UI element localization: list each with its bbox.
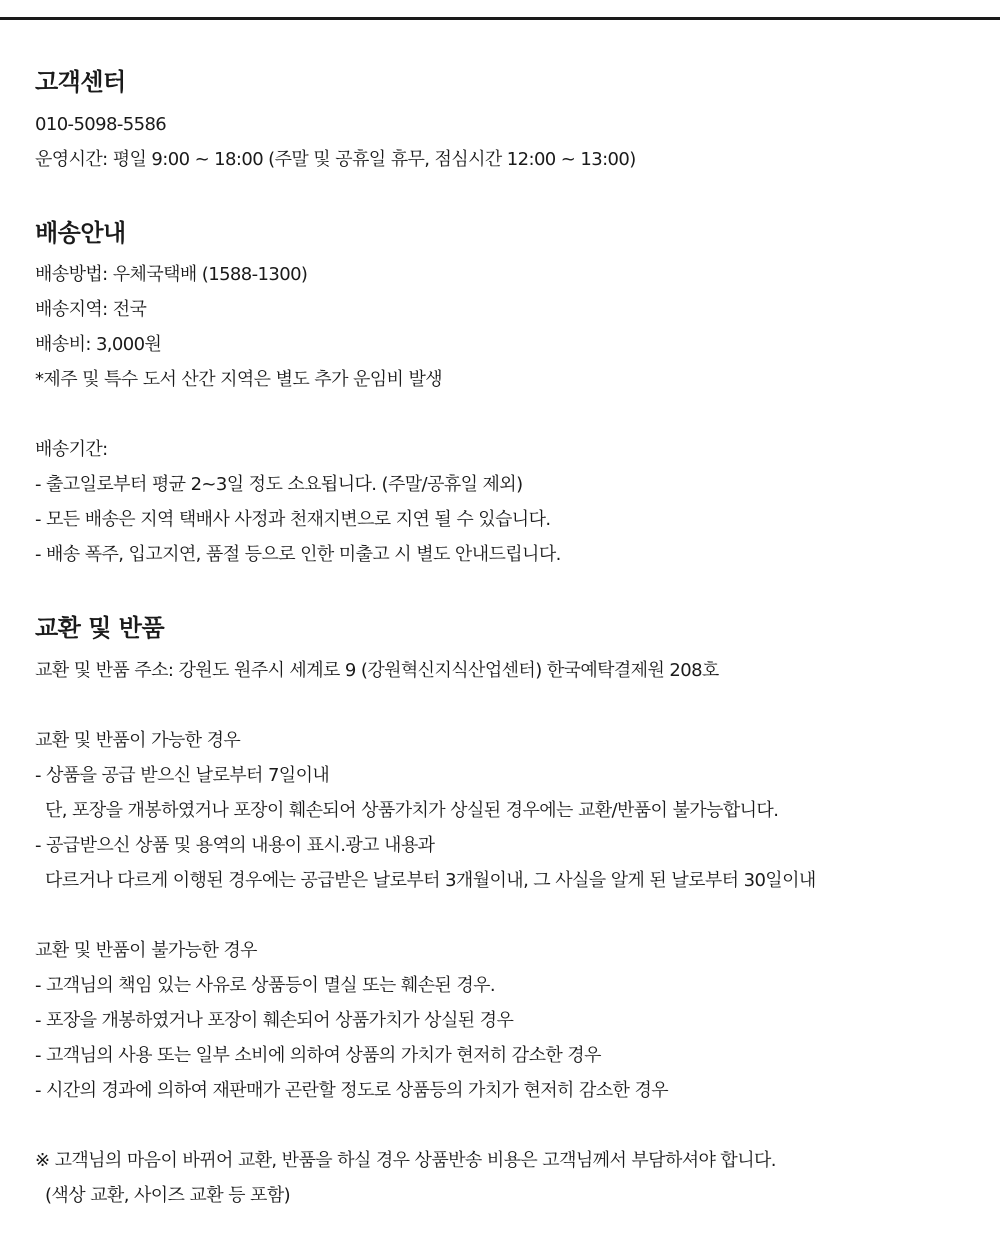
customer-center-hours: 운영시간: 평일 9:00 ~ 18:00 (주말 및 공휴일 휴무, 점심시간 12:00 ~ 13:00) <box>35 149 636 170</box>
exchange-impossible-line: - 고객님의 사용 또는 일부 소비에 의하여 상품의 가치가 현저히 감소한 경우 <box>35 1045 601 1066</box>
shipping-region: 배송지역: 전국 <box>35 299 147 320</box>
exchange-title: 교환 및 반품 <box>35 614 165 642</box>
shipping-period-line: - 모든 배송은 지역 택배사 사정과 천재지변으로 지연 될 수 있습니다. <box>35 509 551 530</box>
exchange-impossible-line: - 시간의 경과에 의하여 재판매가 곤란할 정도로 상품등의 가치가 현저히 감소한 경우 <box>35 1080 669 1101</box>
exchange-impossible-line: - 포장을 개봉하였거나 포장이 훼손되어 상품가치가 상실된 경우 <box>35 1010 514 1031</box>
exchange-possible-line: - 상품을 공급 받으신 날로부터 7일이내 <box>35 765 330 786</box>
return-cost-notice-detail: (색상 교환, 사이즈 교환 등 포함) <box>45 1185 291 1206</box>
exchange-possible-line: 다르거나 다르게 이행된 경우에는 공급받은 날로부터 3개월이내, 그 사실을 알게 된 날로부터 30일이내 <box>45 870 816 891</box>
exchange-impossible-heading: 교환 및 반품이 불가능한 경우 <box>35 940 257 961</box>
shipping-extra-note: *제주 및 특수 도서 산간 지역은 별도 추가 운임비 발생 <box>35 369 443 390</box>
customer-center-phone: 010-5098-5586 <box>35 114 167 135</box>
exchange-possible-line: - 공급받으신 상품 및 용역의 내용이 표시.광고 내용과 <box>35 835 435 856</box>
return-cost-notice: ※ 고객님의 마음이 바뀌어 교환, 반품을 하실 경우 상품반송 비용은 고객님께서 부담하셔야 합니다. <box>35 1150 776 1171</box>
shipping-period-heading: 배송기간: <box>35 439 108 460</box>
exchange-possible-line: 단, 포장을 개봉하였거나 포장이 훼손되어 상품가치가 상실된 경우에는 교환/반품이 불가능합니다. <box>45 800 779 821</box>
shipping-period-line: - 배송 폭주, 입고지연, 품절 등으로 인한 미출고 시 별도 안내드립니다. <box>35 544 561 565</box>
top-divider <box>0 17 1000 20</box>
shipping-period-line: - 출고일로부터 평균 2~3일 정도 소요됩니다. (주말/공휴일 제외) <box>35 474 523 495</box>
exchange-impossible-line: - 고객님의 책임 있는 사유로 상품등이 멸실 또는 훼손된 경우. <box>35 975 496 996</box>
shipping-fee: 배송비: 3,000원 <box>35 334 162 355</box>
shipping-method: 배송방법: 우체국택배 (1588-1300) <box>35 264 308 285</box>
customer-center-title: 고객센터 <box>35 68 126 96</box>
exchange-possible-heading: 교환 및 반품이 가능한 경우 <box>35 730 241 751</box>
exchange-address: 교환 및 반품 주소: 강원도 원주시 세계로 9 (강원혁신지식산업센터) 한국예탁결제원 208호 <box>35 660 719 681</box>
shipping-title: 배송안내 <box>35 219 126 247</box>
